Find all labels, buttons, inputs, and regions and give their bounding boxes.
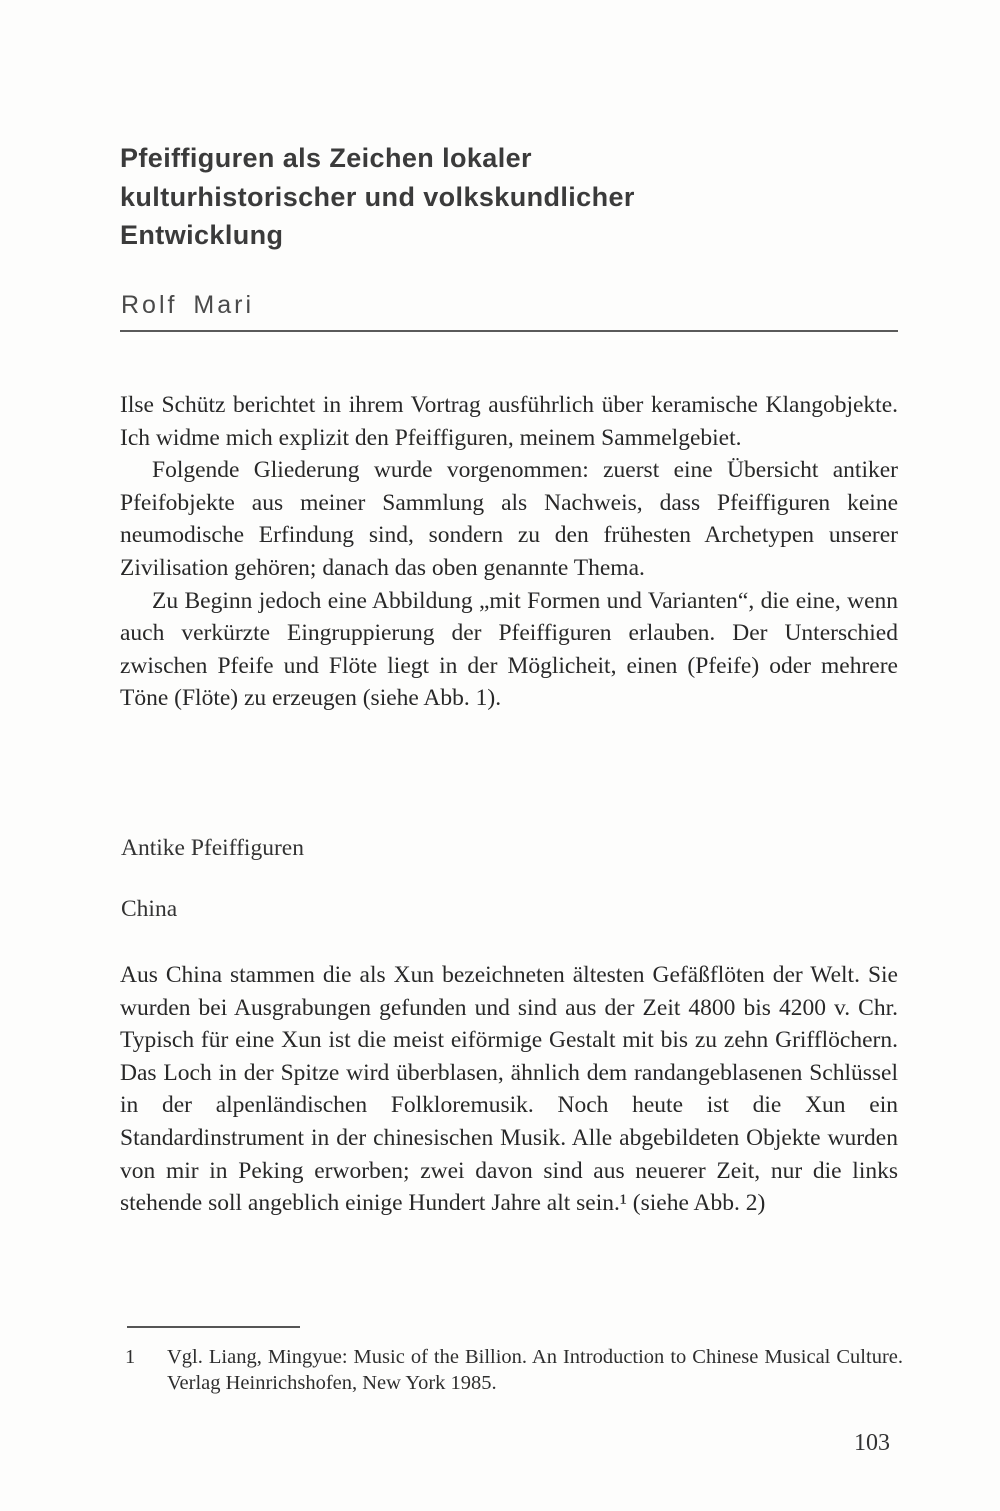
paragraph-gliederung: Folgende Gliederung wurde vorgenommen: zuerst eine Übersicht antiker Pfeifobjekte aus meiner Sammlung als Nachweis, dass Pfeiffiguren keine neumodische Erfindung sind, sondern zu den frühesten Archetypen unserer Zivilisation gehören; danach das oben genannte Thema. <box>120 457 898 581</box>
paragraph-china: Aus China stammen die als Xun bezeichneten ältesten Gefäßflöten der Welt. Sie wurden bei Ausgrabungen gefunden und sind aus der Zeit 4800 bis 4200 v. Chr. Typisch für eine Xun ist die meist eiförmige Gestalt mit bis zu zehn Grifflöchern. Das Loch in der Spitze wird überblasen, ähnlich dem randangeblasenen Schlüssel in der alpenländischen Folkloremusik. Noch heute ist die Xun ein Standardinstrument in der chinesischen Musik. Alle abgebildeten Objekte wurden von mir in Peking erworben; zwei davon sind aus neuerer Zeit, nur die links stehende soll angeblich einige Hundert Jahre alt sein.¹ (siehe Abb. 2) <box>120 962 898 1217</box>
page-number: 103 <box>854 1430 890 1456</box>
paragraph-intro: Ilse Schütz berichtet in ihrem Vortrag ausführlich über keramische Klangobjekte. Ich widme mich explizit den Pfeiffiguren, meinem Sammelgebiet. <box>120 392 898 451</box>
footnote <box>125 1344 903 1396</box>
section-heading-antike-pfeiffiguren: Antike Pfeiffiguren <box>121 835 304 861</box>
footnote-number: 1 <box>125 1346 136 1368</box>
footnote-text: Vgl. Liang, Mingyue: Music of the Billion. An Introduction to Chinese Musical Culture. Verlag Heinrichshofen, New York 1985. <box>167 1346 903 1394</box>
page-title-line-1: Pfeiffiguren als Zeichen lokaler <box>120 143 532 173</box>
paragraph-abbildung: Zu Beginn jedoch eine Abbildung „mit Formen und Varianten“, die eine, wenn auch verkürzte Eingruppierung der Pfeiffiguren erlauben. Der Unterschied zwischen Pfeife und Flöte liegt in der Möglicheit, einen (Pfeife) oder mehrere Töne (Flöte) zu erzeugen (siehe Abb. 1). <box>120 587 898 712</box>
page-title <box>120 139 920 255</box>
author-name: Rolf Mari <box>121 291 255 319</box>
page-title-line-2: kulturhistorischer und volkskundlicher <box>120 181 635 212</box>
author-divider-rule <box>120 330 898 332</box>
page-title-line-3: Entwicklung <box>120 220 284 250</box>
subsection-heading-china: China <box>121 896 178 922</box>
intro-text-block <box>120 389 898 715</box>
footnote-divider-rule <box>127 1326 300 1328</box>
